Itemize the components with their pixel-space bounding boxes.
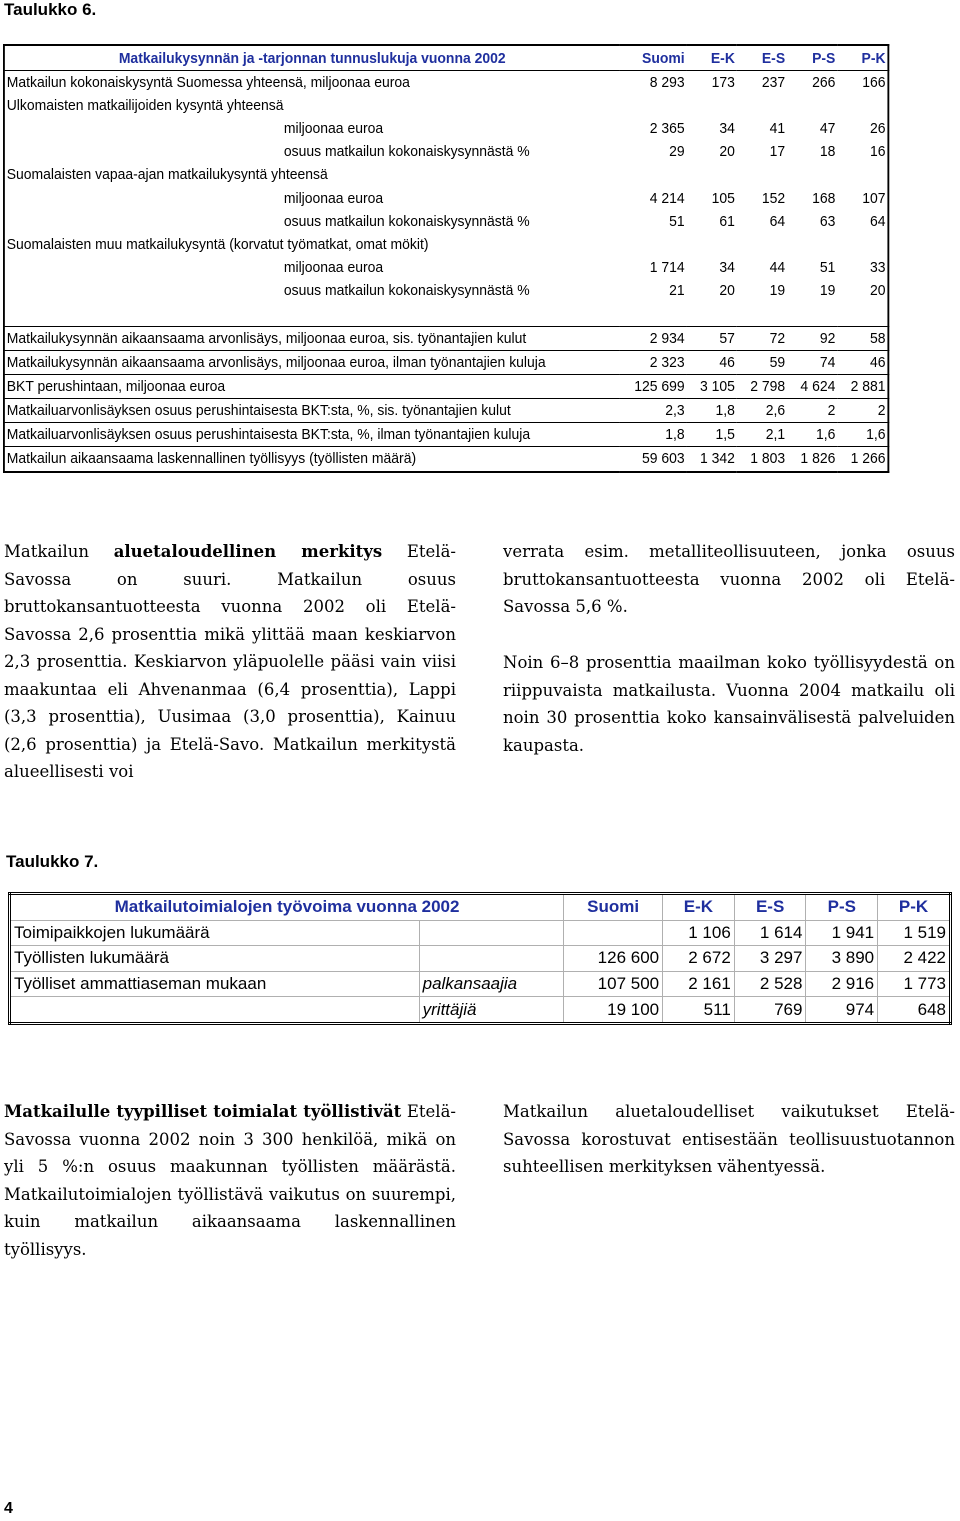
cell-value [687,94,737,117]
cell-value: 974 [806,997,878,1024]
cell-value: 4 624 [787,375,837,399]
paragraph-4-bold: Matkailulle tyypilliset toimialat työllistivät [4,1102,402,1121]
row-label: osuus matkailun kokonaiskysynnästä % [283,281,530,299]
cell-value: 20 [870,281,886,299]
cell-value: 63 [819,212,836,230]
cell-value: 266 [812,74,836,92]
cell-value: 2 [787,399,837,423]
cell-value: 2,3 [620,399,687,423]
table-row [4,233,888,256]
row-label: Matkailukysynnän aikaansaama arvonlisäys, miljoonaa euroa, sis. työnantajien kulut [4,326,620,350]
cell-value: 125 699 [620,375,687,399]
table-row [10,971,951,997]
table-row [4,140,888,163]
table6-title: Matkailukysynnän ja -tarjonnan tunnuslukuja vuonna 2002 [4,45,620,71]
row-label: Työllisten lukumäärä [10,946,420,972]
table6-header-row [4,45,888,71]
paragraph-4-rest: Etelä-Savossa vuonna 2002 noin 3 300 henkilöä, mikä on yli 5 %:n osuus maakunnan työllisten määrästä. Matkailutoimialojen työllistävä vaikutus on suurempi, kuin matkailun aikaansaama laskennallinen työllisyys. [4,1102,456,1259]
cell-value: 1 803 [737,447,787,472]
cell-value: 3 890 [806,946,878,972]
table-row [4,94,888,117]
body-paragraph-3: Noin 6–8 prosenttia maailman koko työllisyydestä on riippuvaista matkailusta. Vuonna 2004 matkailu oli noin 30 prosenttia koko kansainvälisestä palveluiden kaupasta. [503,653,955,755]
cell-value: 26 [870,120,886,138]
cell-value: 1 773 [878,971,951,997]
cell-value: 2 161 [663,971,735,997]
table6-caption: Taulukko 6. [4,0,97,19]
row-label: Työlliset ammattiaseman mukaan [10,971,420,997]
cell-value [620,94,687,117]
cell-value: 1 519 [878,920,951,946]
cell-value: 1 614 [734,920,806,946]
cell-value: 166 [862,74,886,92]
table-row [4,447,888,472]
table-row [4,423,888,447]
cell-value: 51 [669,212,685,230]
cell-value: 769 [734,997,806,1024]
cell-value: 2,1 [737,423,787,447]
cell-value: 64 [769,212,786,230]
cell-value [837,94,888,117]
paragraph-1-lead: Matkailun [4,542,114,561]
cell-value: 8 293 [649,74,685,92]
cell-value [620,163,687,186]
table7-col-ek: E-K [663,894,735,921]
cell-value: 34 [719,120,735,138]
row-label: miljoonaa euroa [283,189,384,207]
cell-value: 2 934 [620,326,687,350]
table-row [10,946,951,972]
cell-value: 59 [737,351,787,375]
table6-col-ek: E-K [687,45,737,71]
body-paragraph-4 [4,1098,456,1263]
cell-value: 47 [819,120,836,138]
table-row [4,279,888,302]
table-row [4,302,888,327]
cell-value: 2 916 [806,971,878,997]
table-row [4,210,888,233]
cell-value: 41 [769,120,786,138]
cell-value [620,302,687,327]
cell-value: 2,6 [737,399,787,423]
body-paragraph-2: verrata esim. metalliteollisuuteen, jonka osuus bruttokansantuotteesta vuonna 2002 oli Etelä-Savossa 5,6 %. [503,542,955,616]
cell-value: 511 [663,997,735,1024]
cell-value [737,94,787,117]
table-row [10,920,951,946]
table6-col-pk: P-K [837,45,888,71]
cell-value: 20 [719,281,735,299]
table7-header-row [10,894,951,921]
cell-value [687,163,737,186]
cell-value: 46 [687,351,737,375]
table6 [3,44,889,473]
table-row [4,399,888,423]
cell-value: 152 [761,189,786,207]
row-label: miljoonaa euroa [283,120,384,138]
body-paragraph-1 [4,538,456,786]
row-label [10,997,420,1024]
cell-value: 92 [787,326,837,350]
cell-value: 72 [737,326,787,350]
cell-value: 19 100 [564,997,663,1024]
cell-value: 61 [719,212,735,230]
table-row [4,256,888,279]
table6-col-ps: P-S [787,45,837,71]
row-sublabel: yrittäjiä [419,997,564,1024]
cell-value [837,163,888,186]
cell-value: 1,6 [837,423,888,447]
row-label: osuus matkailun kokonaiskysynnästä % [283,143,530,161]
table7-col-suomi: Suomi [564,894,663,921]
cell-value: 59 603 [620,447,687,472]
cell-value [737,163,787,186]
cell-value: 1 714 [649,258,685,276]
table-row [4,71,888,95]
cell-value: 237 [761,74,786,92]
cell-value: 51 [819,258,836,276]
table7-col-ps: P-S [806,894,878,921]
page-number: 4 [4,1500,13,1517]
table-row [10,997,951,1024]
cell-value: 33 [870,258,886,276]
cell-value: 168 [812,189,836,207]
row-label: Matkailuarvonlisäyksen osuus perushintaisesta BKT:sta, %, sis. työnantajien kulut [4,399,620,423]
cell-value: 4 214 [649,189,685,207]
cell-value [687,302,737,327]
cell-value: 74 [787,351,837,375]
cell-value: 1,6 [787,423,837,447]
cell-value [620,233,687,256]
cell-value: 648 [878,997,951,1024]
cell-value: 1,5 [687,423,737,447]
cell-value: 1,8 [620,423,687,447]
cell-value: 2 365 [649,120,685,138]
table7-caption: Taulukko 7. [6,852,99,871]
row-label: Matkailun kokonaiskysyntä Suomessa yhteensä, miljoonaa euroa [6,74,410,92]
body-paragraph-5: Matkailun aluetaloudelliset vaikutukset Etelä-Savossa korostuvat entisestään teollisuustuotannon suhteellisen merkityksen vähentyessä. [503,1102,955,1176]
cell-value: 2 422 [878,946,951,972]
cell-value: 34 [719,258,735,276]
cell-value: 19 [769,281,786,299]
cell-value: 1 941 [806,920,878,946]
row-label: Toimipaikkojen lukumäärä [10,920,420,946]
table7-title: Matkailutoimialojen työvoima vuonna 2002 [10,894,564,921]
table7-col-es: E-S [734,894,806,921]
cell-value: 2 [837,399,888,423]
table7 [8,892,952,1025]
cell-value: 173 [711,74,735,92]
row-label: Matkailuarvonlisäyksen osuus perushintaisesta BKT:sta, %, ilman työnantajien kuluja [4,423,620,447]
cell-value: 2 672 [663,946,735,972]
cell-value [787,163,837,186]
row-label: BKT perushintaan, miljoonaa euroa [4,375,620,399]
table-row [4,117,888,140]
row-label: Matkailukysynnän aikaansaama arvonlisäys, miljoonaa euroa, ilman työnantajien kuluja [4,351,620,375]
cell-value: 46 [837,351,888,375]
cell-value: 1 106 [663,920,735,946]
cell-value: 57 [687,326,737,350]
cell-value [687,233,737,256]
cell-value: 16 [870,143,886,161]
cell-value: 44 [769,258,786,276]
row-label: miljoonaa euroa [283,258,384,276]
cell-value [837,302,888,327]
cell-value: 107 500 [564,971,663,997]
row-sublabel: palkansaajia [419,971,564,997]
cell-value [564,920,663,946]
table7-col-pk: P-K [878,894,951,921]
cell-value: 107 [862,189,886,207]
cell-value: 3 297 [734,946,806,972]
row-label: Ulkomaisten matkailijoiden kysyntä yhteensä [6,97,284,115]
table-row [4,163,888,186]
row-label: Suomalaisten vapaa-ajan matkailukysyntä yhteensä [6,166,328,184]
cell-value: 2 881 [837,375,888,399]
paragraph-1-rest: Etelä-Savossa on suuri. Matkailun osuus bruttokansantuotteesta vuonna 2002 oli Etelä-Savossa 2,6 prosenttia mikä ylittää maan keskiarvon 2,3 prosenttia. Keskiarvon yläpuolelle pääsi vain viisi maakuntaa eli Ahvenanmaa (6,4 prosenttia), Lappi (3,3 prosenttia), Uusimaa (3,0 prosenttia), Kainuu (2,6 prosenttia) ja Etelä-Savo. Matkailun merkitystä alueellisesti voi [4,542,456,781]
row-label [4,302,620,327]
cell-value: 64 [870,212,886,230]
cell-value: 21 [669,281,685,299]
cell-value: 105 [711,189,735,207]
table-row [4,351,888,375]
cell-value [787,94,837,117]
cell-value: 58 [837,326,888,350]
cell-value: 3 105 [687,375,737,399]
cell-value [737,302,787,327]
cell-value [737,233,787,256]
table-row [4,326,888,350]
cell-value: 1,8 [687,399,737,423]
cell-value [787,233,837,256]
cell-value: 1 342 [687,447,737,472]
cell-value: 18 [819,143,836,161]
cell-value: 2 323 [620,351,687,375]
cell-value: 20 [719,143,735,161]
cell-value [787,302,837,327]
cell-value: 1 266 [837,447,888,472]
table-row [4,186,888,209]
cell-value: 17 [769,143,786,161]
table-row [4,375,888,399]
paragraph-1-bold: aluetaloudellinen merkitys [113,542,383,561]
row-sublabel [419,946,564,972]
row-label: Suomalaisten muu matkailukysyntä (korvatut työmatkat, omat mökit) [6,235,429,253]
table6-col-es: E-S [737,45,787,71]
cell-value: 19 [819,281,836,299]
cell-value [837,233,888,256]
cell-value: 2 528 [734,971,806,997]
table6-col-suomi: Suomi [620,45,687,71]
cell-value: 1 826 [787,447,837,472]
row-label: Matkailun aikaansaama laskennallinen työllisyys (työllisten määrä) [4,447,620,472]
row-label: osuus matkailun kokonaiskysynnästä % [283,212,530,230]
cell-value: 29 [669,143,685,161]
cell-value: 2 798 [737,375,787,399]
cell-value: 126 600 [564,946,663,972]
row-sublabel [419,920,564,946]
